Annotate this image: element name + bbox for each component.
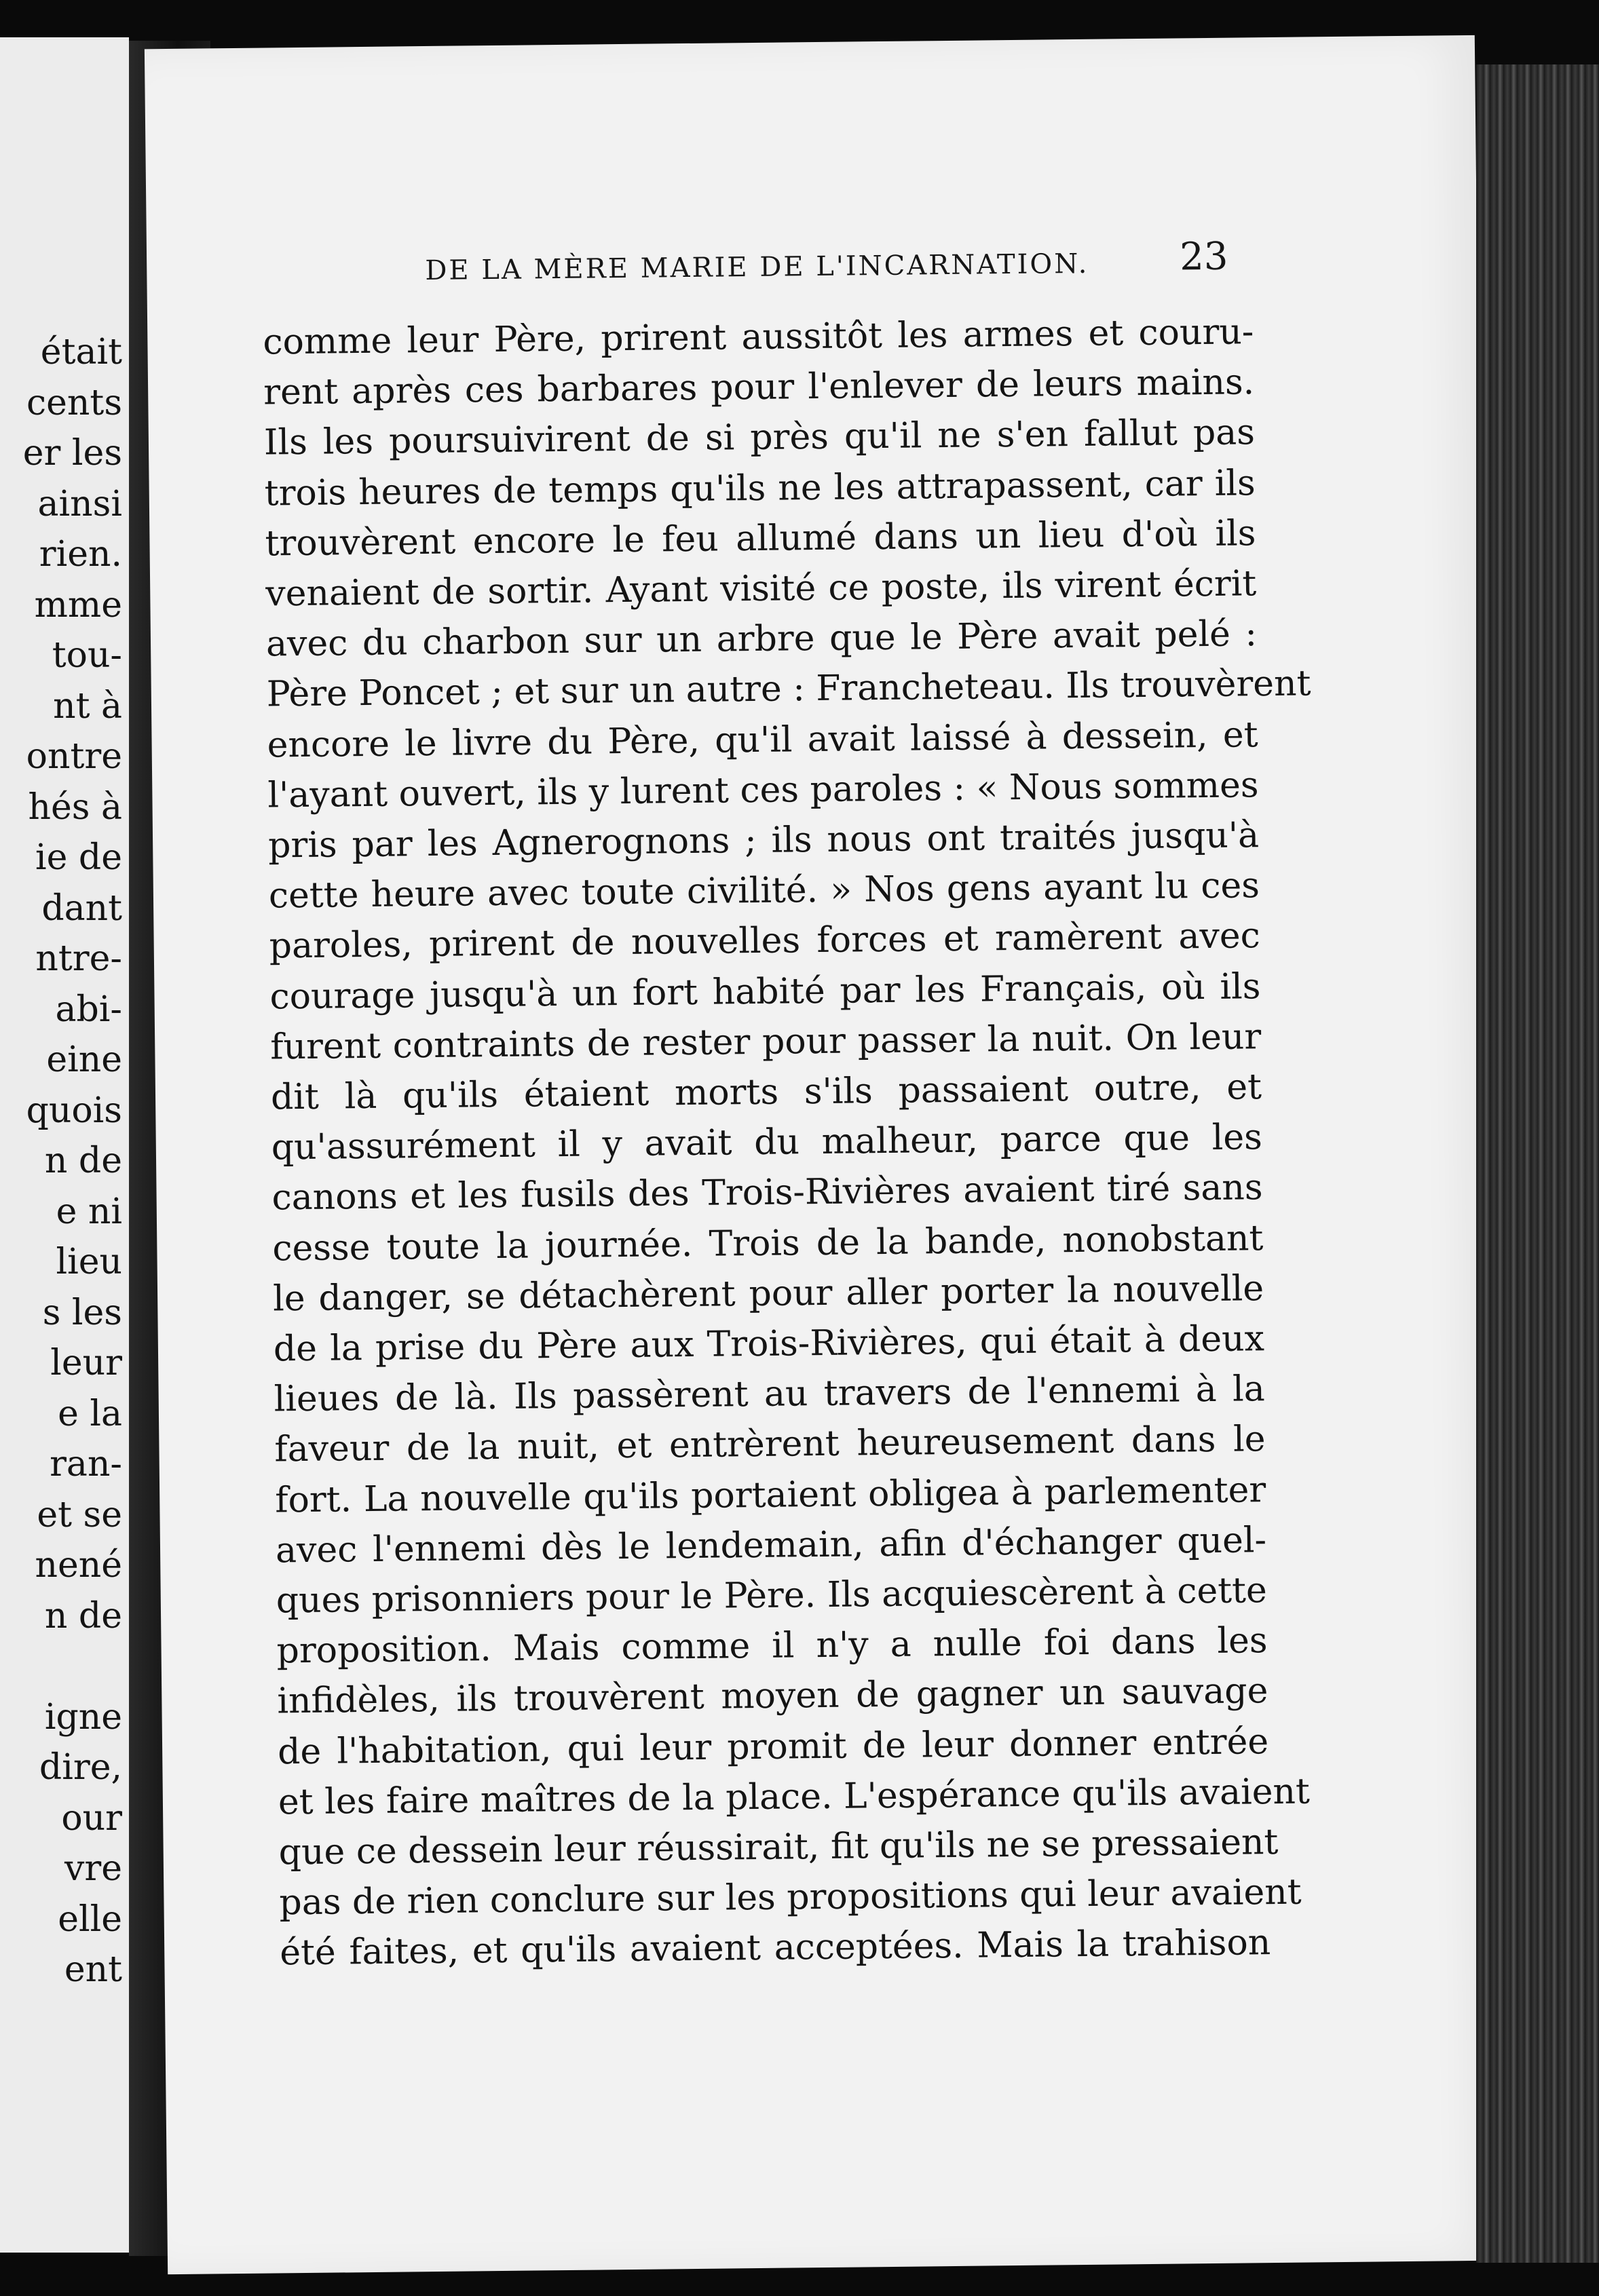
text-line: pas de rien conclure sur les propositions qui leur avaient xyxy=(279,1871,1302,1924)
left-page-fragment: et se xyxy=(37,1494,122,1535)
left-page-fragment: er les xyxy=(22,433,122,474)
left-page-fragment: était xyxy=(40,332,122,372)
left-page-fragment: tou- xyxy=(52,635,122,676)
left-page-fragment: nt à xyxy=(53,685,122,727)
left-page-fragment: dant xyxy=(41,887,122,929)
left-page-fragment: eine xyxy=(46,1039,122,1080)
text-line: venaient de sortir. Ayant visité ce poste, ils virent écrit xyxy=(265,563,1257,615)
left-page-fragment: abi- xyxy=(55,989,122,1030)
left-page-fragment: ran- xyxy=(50,1444,122,1485)
text-line: Ils les poursuivirent de si près qu'il ne s'en fallut pas xyxy=(263,412,1256,463)
page-edges xyxy=(1476,64,1599,2263)
left-page-fragment: leur xyxy=(50,1343,122,1383)
text-line: infidèles, ils trouvèrent moyen de gagner un sauvage xyxy=(277,1670,1268,1722)
left-page-fragment: n de xyxy=(44,1595,122,1637)
left-page-fragment: quois xyxy=(26,1090,122,1131)
left-page-fragment: n de xyxy=(44,1141,122,1181)
running-head-title: DE LA MÈRE MARIE DE L'INCARNATION. xyxy=(425,248,1089,287)
left-page-fragment: cents xyxy=(26,382,122,423)
text-line: Père Poncet ; et sur un autre : Francheteau. Ils trouvèrent xyxy=(266,663,1311,715)
text-line: dit là qu'ils étaient morts s'ils passaient outre, et xyxy=(270,1067,1262,1118)
left-page-fragment: mme xyxy=(34,584,122,626)
text-line: avec du charbon sur un arbre que le Père avait pelé : xyxy=(265,613,1258,665)
left-page-fragment: vre xyxy=(64,1848,122,1889)
text-line: cesse toute la journée. Trois de la bande, nonobstant xyxy=(272,1217,1264,1269)
text-line: que ce dessein leur réussirait, fit qu'ils ne se pressaient xyxy=(278,1822,1279,1873)
left-page-fragment: ainsi xyxy=(37,483,122,524)
text-line: canons et les fusils des Trois-Rivières avaient tiré sans xyxy=(271,1167,1263,1219)
right-page xyxy=(145,35,1498,2274)
text-line: encore le livre du Père, qu'il avait laissé à dessein, et xyxy=(267,714,1258,766)
text-line: paroles, prirent de nouvelles forces et ramèrent avec xyxy=(269,915,1260,967)
left-page-fragment: nené xyxy=(35,1545,122,1586)
left-page-fragment: ent xyxy=(64,1949,122,1990)
text-line: comme leur Père, prirent aussitôt les armes et couru- xyxy=(263,311,1254,363)
left-page-fragment: ontre xyxy=(26,736,122,777)
left-page-fragment: igne xyxy=(44,1696,122,1738)
left-page-fragment: e la xyxy=(58,1393,122,1434)
text-line: avec l'ennemi dès le lendemain, afin d'échanger quel- xyxy=(275,1519,1267,1571)
text-line: de la prise du Père aux Trois-Rivières, qui était à deux xyxy=(273,1318,1265,1370)
text-line: le danger, se détachèrent pour aller porter la nouvelle xyxy=(272,1267,1264,1320)
running-head xyxy=(262,218,1280,287)
text-line: cette heure avec toute civilité. » Nos gens ayant lu ces xyxy=(268,865,1260,917)
text-line: lieues de là. Ils passèrent au travers de l'ennemi à la xyxy=(274,1369,1265,1420)
text-line: et les faire maîtres de la place. L'espérance qu'ils avaient xyxy=(278,1771,1311,1823)
text-line: pris par les Agnerognons ; ils nous ont traités jusqu'à xyxy=(267,815,1260,866)
text-line: trois heures de temps qu'ils ne les attrapassent, car ils xyxy=(264,462,1256,514)
left-page-fragment: our xyxy=(61,1797,122,1839)
text-line: qu'assurément il y avait du malheur, parce que les xyxy=(271,1117,1263,1168)
text-line: l'ayant ouvert, ils y lurent ces paroles : « Nous sommes xyxy=(267,765,1259,816)
text-line: fort. La nouvelle qu'ils portaient obligea à parlementer xyxy=(274,1469,1266,1521)
text-line: été faites, et qu'ils avaient acceptées. Mais la trahison xyxy=(279,1922,1271,1974)
left-page-fragment: e ni xyxy=(56,1191,122,1232)
left-page xyxy=(0,37,129,2253)
text-line: de l'habitation, qui leur promit de leur donner entrée xyxy=(277,1721,1269,1773)
page-number: 23 xyxy=(1179,234,1228,280)
text-line: trouvèrent encore le feu allumé dans un lieu d'où ils xyxy=(265,513,1256,565)
left-page-fragment: rien. xyxy=(39,534,122,575)
text-line: proposition. Mais comme il n'y a nulle foi dans les xyxy=(276,1620,1268,1672)
left-page-fragment: dire, xyxy=(39,1747,122,1788)
left-page-fragment: s les xyxy=(42,1292,122,1333)
left-page-fragment: hés à xyxy=(28,786,122,828)
left-page-fragment: ie de xyxy=(35,837,122,878)
left-page-fragment: lieu xyxy=(56,1242,122,1282)
text-line: faveur de la nuit, et entrèrent heureusement dans le xyxy=(274,1419,1266,1470)
text-line: rent après ces barbares pour l'enlever de leurs mains. xyxy=(263,362,1255,413)
text-line: ques prisonniers pour le Père. Ils acquiescèrent à cette xyxy=(276,1570,1268,1622)
left-page-fragment: ntre- xyxy=(35,938,122,979)
left-page-fragment: elle xyxy=(58,1898,122,1940)
text-line: courage jusqu'à un fort habité par les Français, où ils xyxy=(269,965,1261,1018)
text-line: furent contraints de rester pour passer la nuit. On leur xyxy=(269,1016,1262,1068)
body-text xyxy=(263,311,1311,1974)
